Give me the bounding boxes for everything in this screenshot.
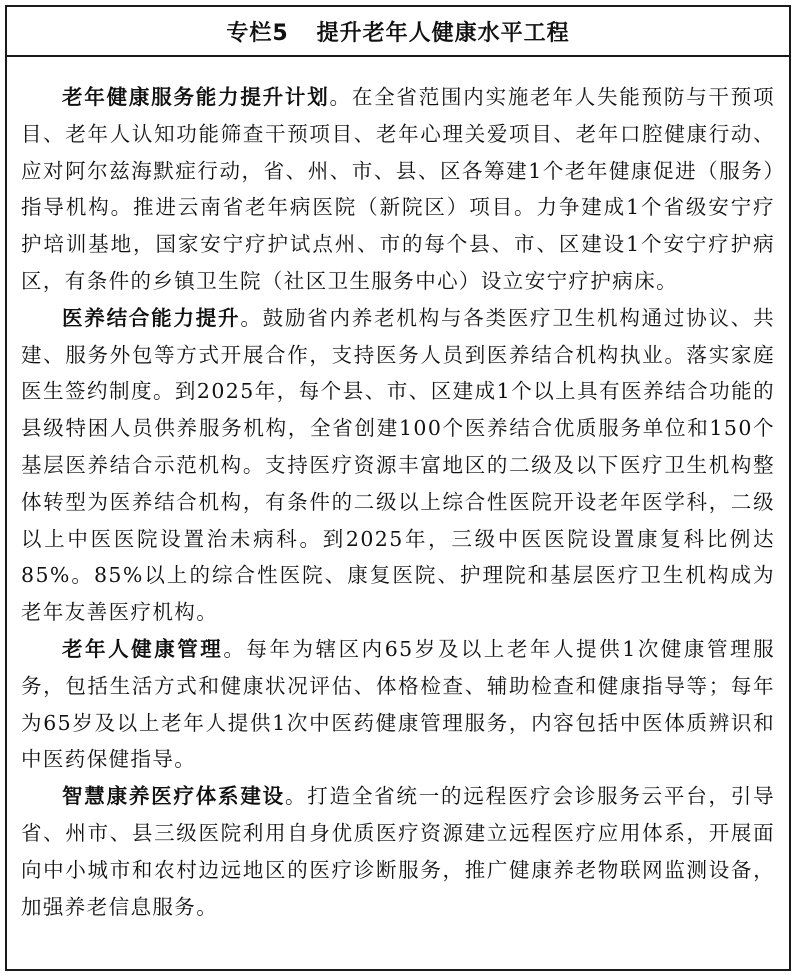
column-title bbox=[226, 16, 569, 47]
paragraph-text: 。鼓励省内养老机构与各类医疗卫生机构通过协议、共建、服务外包等方式开展合作，支持医务人员到医养结合机构执业。落实家庭医生签约制度。到2025年，每个县、市、区建成1个以上具有医养结合功能的县级特困人员供养服务机构，全省创建100个医养结合优质服务单位和150个基层医养结合示范机构。支持医疗资源丰富地区的二级及以下医疗卫生机构整体转型为医养结合机构，有条件的二级以上综合性医院开设老年医学科，二级以上中医医院设置治未病科。到2025年，三级中医医院设置康复科比例达85%。85%以上的综合性医院、康复医院、护理院和基层医疗卫生机构成为老年友善医疗机构。 bbox=[21, 305, 776, 625]
column-header bbox=[7, 7, 789, 57]
paragraph-lead: 老年健康服务能力提升计划 bbox=[62, 85, 330, 109]
paragraph-elderly-health-management bbox=[21, 631, 775, 778]
column-label: 专栏5 bbox=[226, 20, 289, 46]
paragraph-elderly-health-service bbox=[21, 79, 775, 300]
paragraph-lead: 医养结合能力提升 bbox=[62, 305, 241, 330]
paragraph-smart-care-system bbox=[21, 778, 775, 925]
paragraph-lead: 智慧康养医疗体系建设 bbox=[62, 784, 285, 809]
paragraph-medical-elderly-care bbox=[21, 300, 775, 631]
paragraph-text: 。在全省范围内实施老年人失能预防与干预项目、老年人认知功能筛查干预项目、老年心理关爱项目、老年口腔健康行动、应对阿尔兹海默症行动，省、州、市、县、区各筹建1个老年健康促进（服务）指导机构。推进云南省老年病医院（新院区）项目。力争建成1个省级安宁疗护培训基地，国家安宁疗护试点州、市的每个县、市、区建设1个安宁疗护病区，有条件的乡镇卫生院（社区卫生服务中心）设立安宁疗护病床。 bbox=[21, 85, 775, 293]
paragraph-lead: 老年人健康管理 bbox=[62, 636, 224, 661]
column-body bbox=[7, 57, 789, 925]
paragraph-text: 。每年为辖区内65岁及以上老年人提供1次健康管理服务，包括生活方式和健康状况评估、体格检查、辅助检查和健康指导等；每年为65岁及以上老年人提供1次中医药健康管理服务，内容包括中医体质辨识和中医药保健指导。 bbox=[21, 636, 775, 772]
paragraph-text: 。打造全省统一的远程医疗会诊服务云平台，引导省、州市、县三级医院利用自身优质医疗资源建立远程医疗应用体系，开展面向中小城市和农村边远地区的医疗诊断服务，推广健康养老物联网监测设备，加强养老信息服务。 bbox=[21, 784, 775, 919]
column-box bbox=[5, 5, 791, 971]
column-heading: 提升老年人健康水平工程 bbox=[316, 20, 570, 46]
